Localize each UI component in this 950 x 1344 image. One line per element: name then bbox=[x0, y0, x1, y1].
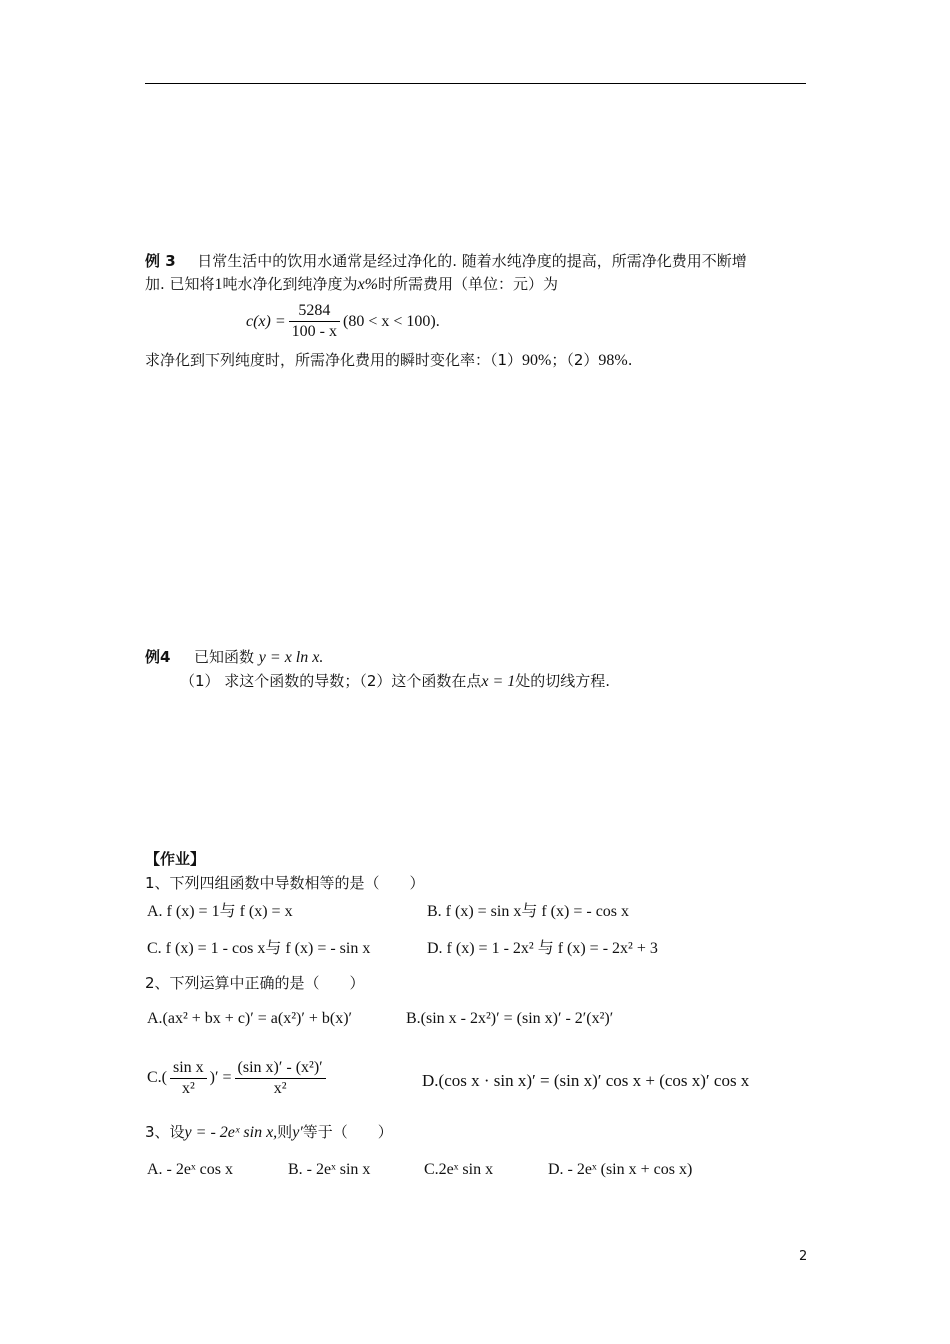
q2c-denominator-2: x² bbox=[273, 1080, 287, 1097]
example-3-line-1 bbox=[145, 251, 747, 271]
example-3-text-1: 日常生活中的饮用水通常是经过净化的. 随着水纯净度的提高，所需净化费用不断增 bbox=[197, 252, 747, 270]
example-3-line-2 bbox=[145, 274, 558, 295]
question-2: 2、下列运算中正确的是（ ） bbox=[145, 974, 365, 992]
example-3-text-2e: 时所需费用（单位：元）为 bbox=[378, 275, 559, 293]
example-3-formula bbox=[246, 301, 440, 342]
example-3-text-3c: ；（2） bbox=[551, 351, 599, 369]
q2-option-d: D.(cos x · sin x)′ = (sin x)′ cos x + (cos x)′ cos x bbox=[422, 1071, 750, 1090]
q2c-mid: )′ = bbox=[209, 1069, 232, 1087]
q3-option-b: B. - 2eˣ sin x bbox=[288, 1161, 371, 1178]
q1-option-d: D. f (x) = 1 - 2x² 与 f (x) = - 2x² + 3 bbox=[427, 940, 658, 957]
example-4-line-1 bbox=[145, 647, 323, 668]
question-1: 1、下列四组函数中导数相等的是（ ） bbox=[145, 874, 425, 892]
formula-rhs: (80 < x < 100). bbox=[342, 313, 440, 330]
formula-lhs: c(x) = bbox=[246, 313, 286, 330]
q3-option-d: D. - 2eˣ (sin x + cos x) bbox=[548, 1161, 693, 1178]
q3-option-c: C.2eˣ sin x bbox=[424, 1161, 494, 1178]
q2-option-c bbox=[147, 1058, 329, 1099]
q3-derivative: y′ bbox=[292, 1124, 303, 1141]
q3-text-c: 则 bbox=[277, 1123, 293, 1141]
header-rule bbox=[145, 83, 806, 84]
q2c-numerator-2: (sin x)′ - (x²)′ bbox=[235, 1058, 326, 1079]
example-3-line-3 bbox=[145, 350, 633, 371]
example-4-text-2c: 处的切线方程. bbox=[515, 672, 611, 690]
q2c-prefix: C.( bbox=[147, 1069, 167, 1087]
q2c-denominator-1: x² bbox=[181, 1080, 195, 1097]
q2c-fraction-1 bbox=[170, 1058, 207, 1099]
q3-text-e: 等于（ ） bbox=[302, 1123, 393, 1141]
example-4-label: 例4 bbox=[145, 648, 171, 666]
example-3-text-2a: 加. 已知将 bbox=[145, 275, 215, 293]
formula-denominator: 100 - x bbox=[291, 323, 337, 340]
page-number: 2 bbox=[799, 1249, 808, 1264]
q1-option-c: C. f (x) = 1 - cos x与 f (x) = - sin x bbox=[147, 940, 371, 957]
question-3 bbox=[145, 1122, 393, 1143]
q1-option-a: A. f (x) = 1与 f (x) = x bbox=[147, 903, 293, 920]
example-3-text-3e: . bbox=[627, 351, 633, 369]
example-4-text-1: 已知函数 bbox=[194, 648, 255, 666]
example-4-point: x = 1 bbox=[481, 673, 516, 690]
q2c-numerator-1: sin x bbox=[170, 1058, 207, 1079]
homework-title: 【作业】 bbox=[145, 850, 206, 868]
example-3-one: 1 bbox=[214, 276, 223, 293]
q2-option-b: B.(sin x - 2x²)′ = (sin x)′ - 2′(x²)′ bbox=[406, 1010, 614, 1027]
example-3-98-percent: 98% bbox=[598, 352, 628, 369]
example-3-90-percent: 90% bbox=[522, 352, 552, 369]
example-4-line-2 bbox=[180, 671, 610, 692]
example-3-text-3a: 求净化到下列纯度时，所需净化费用的瞬时变化率：（1） bbox=[145, 351, 523, 369]
q3-formula: y = - 2eˣ sin x, bbox=[184, 1124, 278, 1141]
q3-text-a: 3、设 bbox=[145, 1123, 185, 1141]
q1-option-b: B. f (x) = sin x与 f (x) = - cos x bbox=[427, 903, 630, 920]
example-3-text-2c: 吨水净化到纯净度为 bbox=[222, 275, 358, 293]
q3-option-a: A. - 2eˣ cos x bbox=[147, 1161, 233, 1178]
formula-fraction bbox=[289, 301, 340, 342]
example-4-text-2a: （1） 求这个函数的导数；（2）这个函数在点 bbox=[180, 672, 482, 690]
example-3-x-percent: x% bbox=[357, 276, 378, 293]
q2-option-a: A.(ax² + bx + c)′ = a(x²)′ + b(x)′ bbox=[147, 1010, 353, 1027]
formula-numerator: 5284 bbox=[289, 301, 340, 322]
example-3-label: 例 3 bbox=[145, 252, 176, 270]
q2c-fraction-2 bbox=[235, 1058, 326, 1099]
example-4-formula: y = x ln x. bbox=[258, 649, 324, 666]
